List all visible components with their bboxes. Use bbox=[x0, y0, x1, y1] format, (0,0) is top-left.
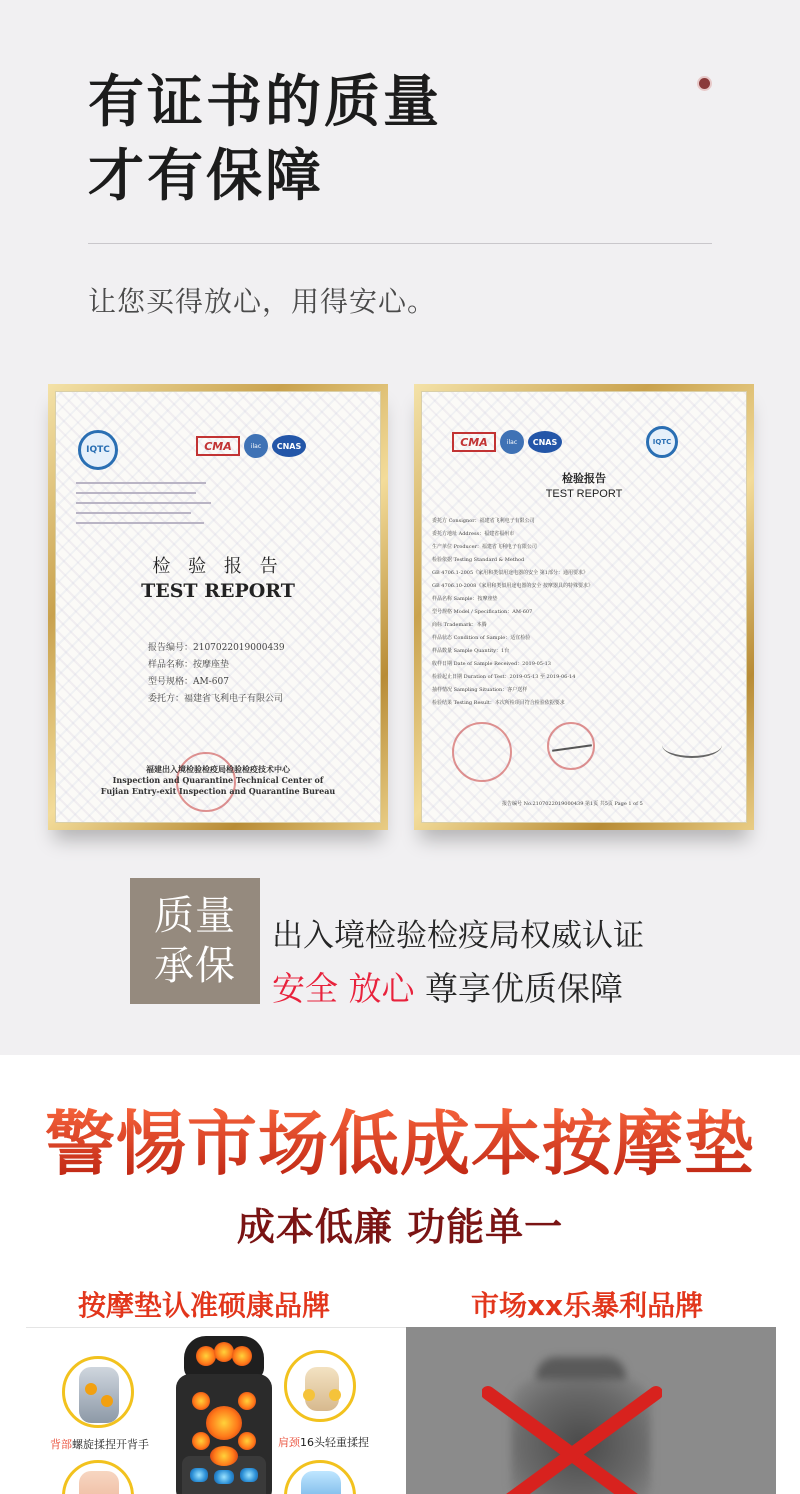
cnas-logo-icon: CNAS bbox=[272, 435, 306, 457]
cert-footer: 福建出入境检验检疫局检验检疫技术中心 Inspection and Quarantine Technical Center of Fujian Entry-exit Inspection and Quarantine Bureau bbox=[100, 764, 336, 796]
brand-column-title: 按摩垫认准硕康品牌 bbox=[78, 1289, 331, 1322]
cert-footer: 报告编号 No.2107022019000439 第1页 共5页 Page 1 of 5 bbox=[502, 801, 643, 807]
ilac-logo-icon: ilac bbox=[244, 434, 268, 458]
cert-field: 委托方 Consignor：福建省飞利电子有限公司 bbox=[432, 518, 535, 524]
cert-field: 生产单位 Producer：福建省飞利电子有限公司 bbox=[432, 544, 537, 550]
cert-title-en: TEST REPORT bbox=[141, 580, 295, 602]
cert-field: 型号规格 Model / Specification：AM-607 bbox=[432, 609, 533, 615]
title-line-2: 才有保障 bbox=[88, 144, 324, 209]
cert-field: 样品名称 Sample：按摩座垫 bbox=[432, 596, 498, 602]
title-line-1: 有证书的质量 bbox=[88, 70, 442, 135]
feature-label-shoulder: 肩颈16头轻重揉捏 bbox=[278, 1436, 369, 1449]
seat-massage-feature-icon bbox=[284, 1460, 356, 1494]
cert-field: 委托方地址 Address：福建省福州市 bbox=[432, 531, 515, 537]
neck-massage-feature-icon bbox=[284, 1350, 356, 1422]
page-title bbox=[88, 66, 442, 214]
iqtc-seal-icon: IQTC bbox=[78, 430, 118, 470]
cert-field: GB 4706.10-2008《家用和类似用途电器的安全 按摩器具的特殊要求》 bbox=[432, 583, 593, 589]
cert-field: 收样日期 Date of Sample Received：2019-05-13 bbox=[432, 661, 551, 667]
leg-massage-feature-icon bbox=[62, 1460, 134, 1494]
feature-label-back: 背部螺旋揉捏开背手 bbox=[50, 1438, 149, 1451]
decorative-dot-icon bbox=[699, 78, 710, 89]
massage-cushion-image bbox=[176, 1336, 272, 1494]
cert-title-en: TEST REPORT bbox=[545, 488, 623, 500]
cert-field: 抽样情况 Sampling Situation：客户送样 bbox=[432, 687, 528, 693]
cnas-logo-icon: CNAS bbox=[528, 431, 562, 453]
competitor-product-panel bbox=[406, 1327, 776, 1494]
cert-field: 检验依据 Testing Standard & Method bbox=[432, 557, 525, 563]
brand-product-panel bbox=[26, 1327, 406, 1494]
cert-field: 型号规格：AM-607 bbox=[148, 677, 229, 687]
accreditation-logos bbox=[452, 430, 562, 454]
signature-icon bbox=[662, 732, 722, 758]
back-massage-feature-icon bbox=[62, 1356, 134, 1428]
cert-field: 检验结果 Testing Result：本次所检项目符合检验依据要求 bbox=[432, 700, 565, 706]
cert-title-cn: 检验报告 bbox=[562, 472, 606, 485]
cert-field: 商标 Trademark：本腾 bbox=[432, 622, 487, 628]
warning-title: 警惕市场低成本按摩垫 bbox=[0, 1088, 800, 1189]
guarantee-text: 安全 放心 尊享优质保障 bbox=[272, 969, 623, 1008]
accreditation-logos bbox=[196, 434, 306, 458]
cert-field: 报告编号：2107022019000439 bbox=[148, 643, 285, 653]
certificate-right bbox=[414, 384, 754, 830]
divider bbox=[88, 243, 712, 244]
cert-field: 检验起止日期 Duration of Test：2019-05-13 至 2019-06-14 bbox=[432, 674, 576, 680]
cert-field: GB 4706.1-2005《家用和类似用途电器的安全 第1部分：通用要求》 bbox=[432, 570, 588, 576]
quality-badge: 质量 承保 bbox=[130, 878, 260, 1004]
warning-subtitle: 成本低廉 功能单一 bbox=[236, 1205, 564, 1249]
tagline: 让您买得放心，用得安心。 bbox=[88, 285, 437, 318]
cert-field: 样品状态 Condition of Sample：适宜检验 bbox=[432, 635, 531, 641]
competitor-column-title: 市场xx乐暴利品牌 bbox=[471, 1289, 704, 1322]
ilac-logo-icon: ilac bbox=[500, 430, 524, 454]
authority-certification-text: 出入境检验检疫局权威认证 bbox=[272, 918, 644, 954]
cert-title-cn: 检 验 报 告 bbox=[152, 556, 284, 577]
official-stamp-icon bbox=[452, 722, 512, 782]
cma-logo-icon: CMA bbox=[196, 436, 240, 456]
cert-field: 样品数量 Sample Quantity：1台 bbox=[432, 648, 510, 654]
cma-logo-icon: CMA bbox=[452, 432, 496, 452]
iqtc-seal-icon: IQTC bbox=[646, 426, 678, 458]
cross-mark-icon bbox=[482, 1383, 662, 1494]
cert-field: 委托方：福建省飞利电子有限公司 bbox=[148, 694, 284, 704]
cert-field: 样品名称：按摩座垫 bbox=[148, 660, 230, 670]
certificate-left bbox=[48, 384, 388, 830]
